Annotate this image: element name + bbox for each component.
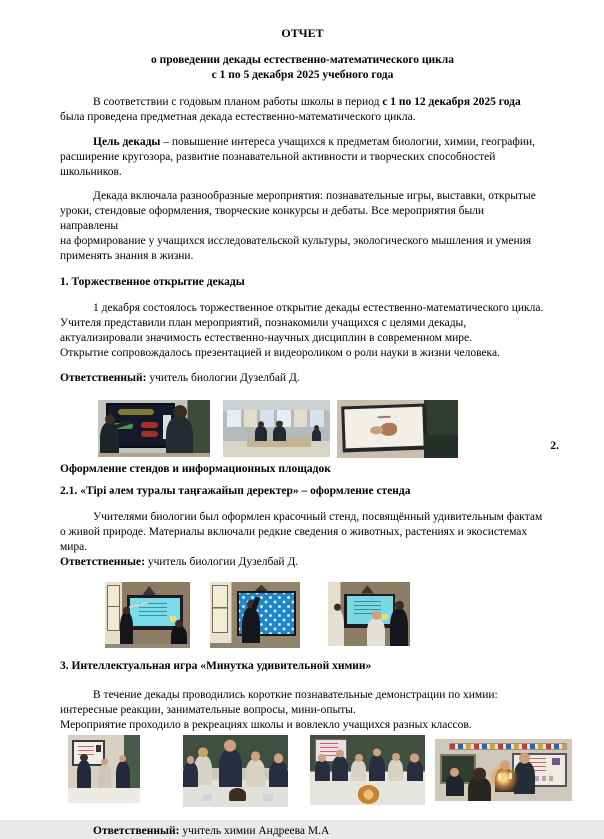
section3-line3: Мероприятие проходило в рекреациях школы и вовлекло учащихся разных классов. [60, 719, 472, 731]
section1-line3: актуализировали значимость естественно-научных дисциплин в современном мире. [60, 332, 472, 344]
photo-row-stand [60, 582, 545, 648]
window [212, 585, 228, 634]
section3-line1: В течение декады проводились короткие познавательные демонстрации по химии: [93, 689, 498, 701]
activities-line2: уроки, стендовые оформления, творческие конкурсы и дебаты. Все мероприятия были направлены [60, 205, 485, 232]
photo-stand-viewing [328, 582, 410, 646]
section2-1-paragraph [60, 510, 545, 555]
slide-caption [378, 416, 390, 418]
student-figure [367, 618, 385, 646]
candle-glow [487, 765, 520, 791]
slide-photo-thumb [552, 758, 560, 765]
student-figure [242, 607, 260, 648]
quiz-answer-red [141, 422, 158, 427]
intro-dates-bold: с 1 по 12 декабря 2025 года [382, 96, 521, 108]
wall-ornament [142, 586, 156, 595]
student-figure [351, 760, 366, 781]
student-figure [246, 759, 265, 786]
student-figure [312, 429, 322, 442]
section1-paragraph [60, 301, 545, 361]
school-logo [358, 785, 379, 803]
student-figure [166, 416, 193, 457]
activities-line4: применять знания в жизни. [60, 250, 194, 262]
student-figure [116, 761, 130, 788]
photo-presentation-screen [337, 400, 458, 458]
goal-paragraph [60, 135, 545, 180]
white-table [68, 788, 140, 803]
goal-text-line1: – повышение интереса учащихся к предметам биологии, химии, географии, [160, 136, 536, 148]
screen-text-lines [139, 603, 167, 617]
teacher-figure [331, 609, 344, 646]
student-figure [315, 760, 330, 781]
photo-classroom-stands [223, 400, 330, 457]
floor [98, 453, 210, 457]
student-figure [332, 756, 348, 781]
goal-text-line2: расширение кругозора, развитие познавательной активности и творческих способностей [60, 151, 496, 163]
candle-flame [498, 773, 501, 780]
photo-chem-group [183, 735, 288, 807]
photo-opening-quiz [98, 400, 210, 457]
photo-stand-pointer [105, 582, 190, 648]
goal-text-line3: школьников. [60, 166, 122, 178]
tv-screen [345, 406, 424, 448]
student-figure [390, 608, 408, 646]
candle-flame [509, 772, 512, 779]
section1-responsible [60, 371, 545, 386]
student-figure [255, 426, 267, 441]
activities-line3: на формирование у учащихся исследовательской культуры, экологического мышления и умения [60, 235, 532, 247]
page-title: ОТЧЕТ [281, 26, 324, 40]
activities-paragraph [60, 189, 545, 264]
section2-number: 2. [550, 440, 559, 452]
section2-heading: Оформление стендов и информационных площадок [60, 463, 331, 475]
responsible-label: Ответственный: [93, 825, 180, 837]
student-figure [446, 775, 464, 796]
goal-label: Цель декады [93, 136, 161, 148]
photo-chem-candles [435, 739, 572, 801]
student-figure [369, 755, 385, 782]
quiz-answer-red [141, 431, 158, 436]
screen-accent [382, 614, 388, 621]
wall-ornament [361, 585, 374, 593]
section1-line4: Открытие сопровождалось презентацией и видеороликом о роли науки в жизни человека. [60, 347, 500, 359]
section3-paragraph [60, 688, 545, 733]
student-figure [269, 761, 288, 787]
student-figure [183, 762, 198, 786]
tv-frame [341, 403, 427, 452]
board-screen [130, 598, 180, 626]
window [107, 585, 121, 631]
section2-1-responsible [60, 555, 545, 570]
student-figure [120, 612, 133, 644]
photo-row-chemistry [60, 735, 545, 807]
student-figure [388, 759, 403, 781]
glass-cups [263, 794, 274, 800]
section1-line1: 1 декабря состоялось торжественное открытие декады естественно-математического цикла. [93, 302, 544, 314]
section2-1-line1: Учителями биологии был оформлен красочный стенд, посвящённый удивительным фактам [93, 511, 543, 523]
responsible-label: Ответственные: [60, 556, 145, 568]
student-figure [219, 749, 242, 786]
floor [210, 643, 300, 648]
cake-dome [229, 788, 246, 801]
slide-qr-code [96, 745, 101, 752]
responsible-name: учитель биологии Дузелбай Д. [149, 372, 300, 384]
photo-stand-blue-screen [210, 582, 300, 648]
floor [105, 644, 190, 648]
photo-chem-team [310, 735, 425, 805]
quiz-title-pill [118, 409, 154, 415]
responsible-label: Ответственный: [60, 372, 147, 384]
section3-line2: интересные реакции, занимательные вопросы, мини-опыты. [60, 704, 356, 716]
intro-text-line2: была проведена предметная декада естественно-математического цикла. [60, 111, 416, 123]
section1-line2: Учителя представили план мероприятий, познакомили учащихся с целями декады, [60, 317, 467, 329]
section2-1-line3: мира. [60, 541, 88, 553]
section1-heading: 1. Торжественное открытие декады [60, 276, 245, 288]
footer-responsible [60, 824, 545, 839]
report-subtitle-line2: с 1 по 5 декабря 2025 учебного года [211, 69, 394, 81]
student-figure [77, 760, 91, 789]
intro-paragraph [60, 95, 545, 125]
intro-text: В соответствии с годовым планом работы школы в период [93, 96, 383, 108]
student-figure [407, 760, 423, 781]
report-subtitle-line1: о проведении декады естественно-математического цикла [150, 54, 455, 66]
activities-line1: Декада включала разнообразные мероприятия: познавательные игры, выставки, открытые [93, 190, 536, 202]
glass-cups [202, 794, 213, 800]
responsible-name: учитель биологии Дузелбай Д. [147, 556, 299, 568]
photo-chem-intro [68, 735, 140, 803]
student-figure [273, 426, 286, 441]
wall-shadow [424, 435, 458, 458]
photo-row-opening [60, 400, 559, 458]
section2-1-heading: 2.1. «Тірі әлем туралы таңғажайып деректер» – оформление стенда [60, 485, 411, 497]
section2-1-line2: о живой природе. Материалы включали редкие сведения о животных, растениях и экосистемах [60, 526, 528, 538]
slide-illustration [370, 426, 383, 434]
student-figure [98, 764, 111, 788]
section3-heading: 3. Интеллектуальная игра «Минутка удивительной химии» [60, 660, 372, 672]
flag-banner [449, 743, 567, 750]
responsible-name: учитель химии Андреева М.А [182, 825, 330, 837]
